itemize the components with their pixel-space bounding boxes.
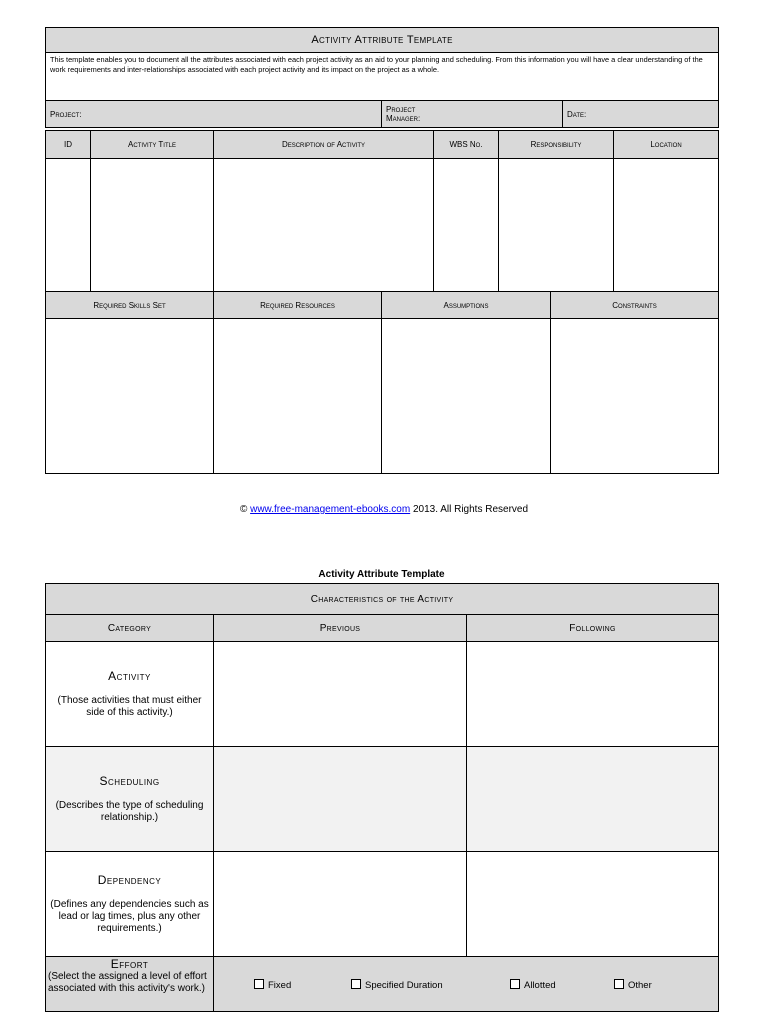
col-category: Category [46,615,214,642]
cell-scheduling-previous[interactable] [214,747,467,852]
activity-attribute-table [45,27,719,128]
effort-option-other[interactable] [614,979,652,991]
option-label: Allotted [524,980,556,991]
template2-caption: Activity Attribute Template [318,569,445,580]
col-wbs-no: WBS No. [434,131,499,159]
checkbox-icon[interactable] [351,979,361,989]
col-assumptions: Assumptions [382,292,551,319]
category-title: Activity [108,669,151,683]
cell-activity-previous[interactable] [214,642,467,747]
copyright-symbol: © [239,504,248,515]
category-desc: (Those activities that must either side of this activity.) [57,695,202,718]
category-scheduling [46,747,214,852]
cell-activity-following[interactable] [467,642,719,747]
cell-responsibility[interactable] [499,159,614,293]
cell-scheduling-following[interactable] [467,747,719,852]
col-required-skills: Required Skills Set [46,292,214,319]
characteristics-header: Characteristics of the Activity [46,584,719,615]
effort-options [214,957,719,1012]
option-label: Fixed [268,980,292,991]
cell-required-skills[interactable] [46,319,214,474]
category-dependency [46,852,214,957]
option-label: Specified Duration [365,980,443,991]
col-responsibility: Responsibility [499,131,614,159]
project-manager-field[interactable] [382,101,563,128]
cell-required-resources[interactable] [214,319,382,474]
date-label: Date: [567,109,587,119]
category-desc: (Select the assigned a level of effort associated with this activity's work.) [48,971,207,994]
checkbox-icon[interactable] [254,979,264,989]
option-label: Other [628,980,652,991]
col-location: Location [614,131,719,159]
activity-attribute-grid [45,130,719,293]
category-activity [46,642,214,747]
category-effort [46,957,214,1012]
col-constraints: Constraints [551,292,719,319]
copyright-link[interactable]: www.free-management-ebooks.com [250,504,411,515]
project-label: Project: [50,109,82,119]
category-title: Dependency [97,873,162,887]
checkbox-icon[interactable] [510,979,520,989]
effort-option-fixed[interactable] [254,979,291,991]
cell-wbs-no[interactable] [434,159,499,293]
project-field[interactable] [46,101,382,128]
col-activity-title: Activity Title [91,131,214,159]
activity-characteristics-table [45,583,719,1012]
copyright-text: 2013. All Rights Reserved [412,504,529,515]
cell-dependency-following[interactable] [467,852,719,957]
cell-assumptions[interactable] [382,319,551,474]
cell-constraints[interactable] [551,319,719,474]
checkbox-icon[interactable] [614,979,624,989]
cell-description[interactable] [214,159,434,293]
template-intro: This template enables you to document all the attributes associated with each project activity as an aid to your planning and scheduling. From this information you will have a clear understanding of the work requirements and inter-relationships associated with each project activity and its impact on the project as a whole. [46,53,719,101]
cell-location[interactable] [614,159,719,293]
category-title: Effort [110,957,149,971]
effort-option-allotted[interactable] [510,979,556,991]
copyright-line [0,504,768,515]
col-description: Description of Activity [214,131,434,159]
category-title: Scheduling [99,774,160,788]
effort-option-specified-duration[interactable] [351,979,443,991]
project-manager-label: Project Manager: [386,105,421,123]
cell-activity-title[interactable] [91,159,214,293]
col-following: Following [467,615,719,642]
template-title: Activity Attribute Template [46,28,719,53]
category-desc: (Defines any dependencies such as lead or lag times, plus any other requirements.) [50,899,209,934]
activity-requirements-grid [45,291,719,474]
col-required-resources: Required Resources [214,292,382,319]
col-id: ID [46,131,91,159]
cell-id[interactable] [46,159,91,293]
cell-dependency-previous[interactable] [214,852,467,957]
date-field[interactable] [563,101,719,128]
col-previous: Previous [214,615,467,642]
category-desc: (Describes the type of scheduling relationship.) [55,800,204,823]
